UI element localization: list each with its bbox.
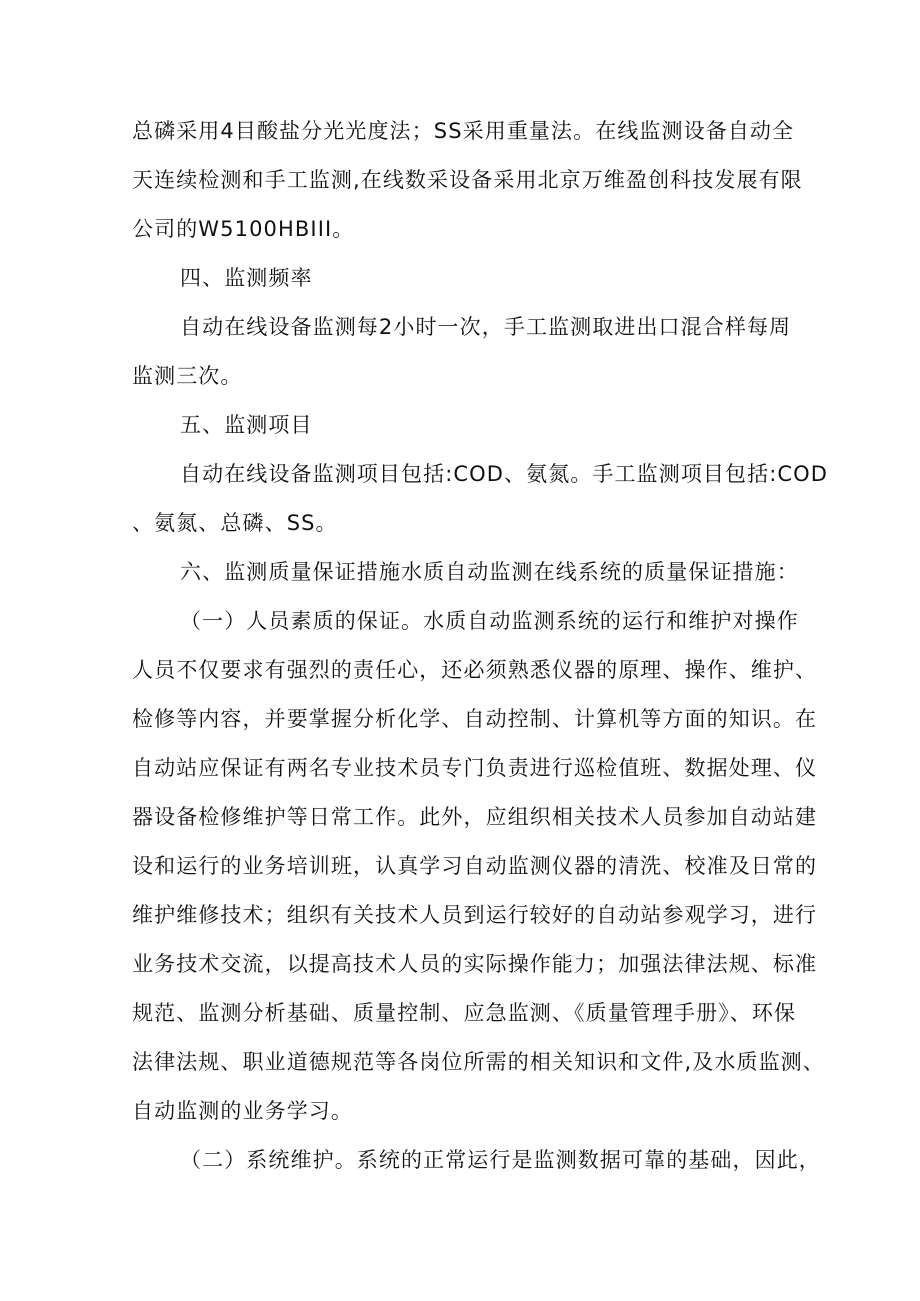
text-line: （一）人员素质的保证。水质自动监测系统的运行和维护对操作 <box>180 609 799 633</box>
text-line: 设和运行的业务培训班，认真学习自动监测仪器的清洗、校准及日常的 <box>132 854 818 878</box>
section-heading: 四、监测频率 <box>180 266 313 290</box>
section-heading: 五、监测项目 <box>180 413 313 437</box>
text-line: 自动在线设备监测项目包括:COD、氨氮。手工监测项目包括:COD <box>180 462 829 486</box>
text-line: 自动监测的业务学习。 <box>132 1099 353 1123</box>
text-line: （二）系统维护。系统的正常运行是监测数据可靠的基础，因此， <box>180 1148 821 1172</box>
text-line: 总磷采用4目酸盐分光光度法；SS采用重量法。在线监测设备自动全 <box>132 119 795 143</box>
text-line: 公司的W5100HBIII。 <box>132 217 355 241</box>
text-line: 人员不仅要求有强烈的责任心，还必须熟悉仪器的原理、操作、维护、 <box>132 658 818 682</box>
text-line: 监测三次。 <box>132 364 243 388</box>
text-line: 自动在线设备监测每2小时一次，手工监测取进出口混合样每周 <box>180 315 792 339</box>
text-line: 法律法规、职业道德规范等各岗位所需的相关知识和文件,及水质监测、 <box>132 1050 825 1074</box>
text-line: 、氨氮、总磷、SS。 <box>132 511 338 535</box>
text-line: 天连续检测和手工监测,在线数采设备采用北京万维盈创科技发展有限 <box>132 168 803 192</box>
text-line: 业务技术交流，以提高技术人员的实际操作能力；加强法律法规、标准 <box>132 952 818 976</box>
text-line: 检修等内容，并要掌握分析化学、自动控制、计算机等方面的知识。在 <box>132 707 818 731</box>
text-line: 规范、监测分析基础、质量控制、应急监测、《质量管理手册》、环保 <box>132 1001 797 1025</box>
section-heading: 六、监测质量保证措施水质自动监测在线系统的质量保证措施： <box>180 560 799 584</box>
text-line: 维护维修技术；组织有关技术人员到运行较好的自动站参观学习，进行 <box>132 903 818 927</box>
text-line: 器设备检修维护等日常工作。此外，应组织相关技术人员参加自动站建 <box>132 805 818 829</box>
text-line: 自动站应保证有两名专业技术员专门负责进行巡检值班、数据处理、仪 <box>132 756 818 780</box>
